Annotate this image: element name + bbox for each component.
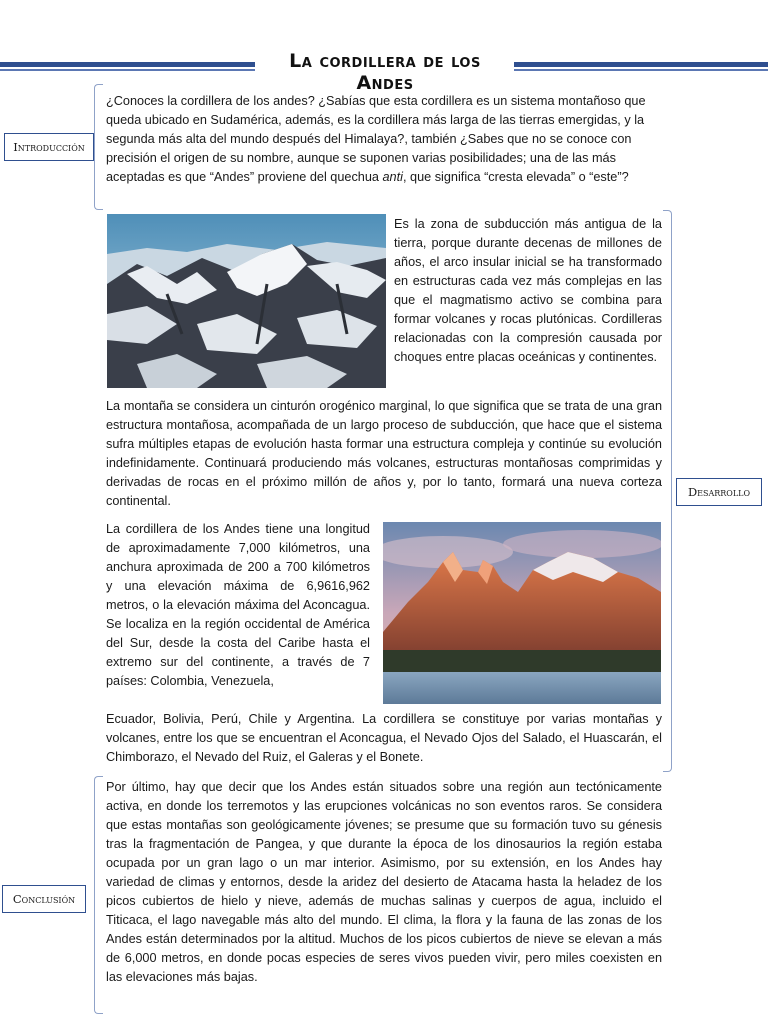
title-rule-left: [0, 62, 255, 67]
intro-bracket: [94, 84, 103, 210]
development-paragraph-3-continued: Ecuador, Bolivia, Perú, Chile y Argentina. La cordillera se constituye por varias montañas y volcanes, entre los que se encuentran el Aconcagua, el Nevado Ojos del Salado, el Huascarán, el Chimborazo, el Nevado del Ruiz, el Galeras y el Bonete.: [106, 712, 662, 764]
andes-aerial-photo: [107, 214, 386, 388]
conclusion-paragraph: Por último, hay que decir que los Andes están situados sobre una región aun tectónicamente activa, en donde los terremotos y las erupciones volcánicas no son eventos raros. Se considera que estas montañas son geológicamente jóvenes; se presume que su formación tuvo su génesis tras la fragmentación de Pangea, y que durante la época de los dinosaurios la región estaba ocupada por un gran lago o un mar interior. Asimismo, por su extensión, en los Andes hay variedad de climas y entornos, desde la aridez del desierto de Atacama hasta la heladez de los picos cubiertos de hielo y nieve, además de muchas salinas y cuerpos de agua, incluido el Titicaca, el lago navegable más alto del mundo. El clima, la flora y la fauna de las zonas de los Andes están determinados por la altitud. Muchos de los picos cubiertos de nieve se elevan a más de 6,000 metros, en donde pocas especies de seres vivos pueden vivir, pero miles coexisten en las elevaciones más bajas.: [106, 780, 662, 984]
development-paragraph-2: La montaña se considera un cinturón orogénico marginal, lo que significa que se trata de una gran estructura montañosa, acompañada de un largo proceso de subducción, que hace que el sistema sufra múltiples etapas de evolución hasta formar una estructura compleja y continúe su evolución indefinidamente. Continuará produciendo más volcanes, estructuras montañosas comprimidas y derivadas de rocas en el próximo millón de años y, por lo tanto, formará una nueva corteza continental.: [106, 399, 662, 508]
conclusion-label: Conclusión: [2, 885, 86, 913]
conclusion-bracket: [94, 776, 103, 1014]
title-rule-right-thin: [514, 69, 768, 71]
intro-label: Introducción: [4, 133, 94, 161]
title-rule-right: [514, 62, 768, 67]
torres-sunset-photo: [383, 522, 661, 704]
page-title: La cordillera de los Andes: [289, 50, 481, 94]
development-label: Desarrollo: [676, 478, 762, 506]
intro-paragraph: ¿Conoces la cordillera de los andes? ¿Sabías que esta cordillera es un sistema montañoso que queda ubicado en Sudamérica, además, es la cordillera más larga de las tierras emergidas, y la segunda más alta del mundo después del Himalaya?, también ¿Sabes que no se conoce con precisión el origen de su nombre, aunque se suponen varias posibilidades; una de las más aceptadas es que “Andes” proviene del quechua anti, que significa “cresta elevada” o “este”?: [106, 94, 646, 184]
development-bracket: [663, 210, 672, 772]
development-paragraph-3: La cordillera de los Andes tiene una longitud de aproximadamente 7,000 kilómetros, una anchura aproximada de 200 a 700 kilómetros y una elevación máxima de 6,9616,962 metros, o la elevación máxima del Aconcagua. Se localiza en la región occidental de América del Sur, desde la costa del Caribe hasta el extremo sur del continente, a través de 7 países: Colombia, Venezuela,: [106, 522, 370, 688]
title-rule-left-thin: [0, 69, 255, 71]
development-paragraph-1: Es la zona de subducción más antigua de la tierra, porque durante decenas de millones de años, el arco insular inicial se ha transformado en estructuras cada vez más complejas en las que el magmatismo activo se combina para formar volcanes y rocas plutónicas. Cordilleras relacionadas con la compresión causada por choques entre placas oceánicas y continentes.: [394, 217, 662, 364]
